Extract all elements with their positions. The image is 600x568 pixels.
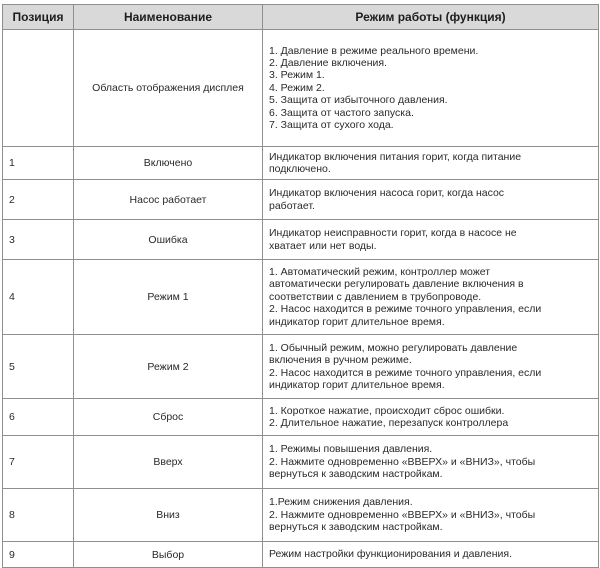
function-line: 5. Защита от избыточного давления.	[269, 94, 448, 107]
table-row	[3, 220, 599, 260]
cell-name: Вниз	[74, 489, 263, 542]
function-line: вернуться к заводским настройкам.	[269, 521, 443, 534]
cell-function	[263, 260, 599, 335]
function-line: 7. Защита от сухого хода.	[269, 119, 394, 132]
function-line: индикатор горит длительное время.	[269, 378, 445, 391]
table-row	[3, 180, 599, 220]
function-line: Индикатор неисправности горит, когда в насосе не	[269, 227, 517, 240]
function-line: 4. Режим 2.	[269, 81, 325, 94]
table-row	[3, 335, 599, 399]
function-line: соответствии с давлением в трубопроводе.	[269, 290, 482, 303]
cell-position: 1	[3, 147, 74, 180]
cell-name: Режим 2	[74, 335, 263, 399]
function-line: включения в ручном режиме.	[269, 354, 412, 367]
table-row	[3, 147, 599, 180]
cell-function	[263, 335, 599, 399]
cell-position	[3, 30, 74, 147]
cell-position: 4	[3, 260, 74, 335]
table-header-row	[3, 5, 599, 30]
function-line: вернуться к заводским настройкам.	[269, 468, 443, 481]
function-line: подключено.	[269, 163, 331, 175]
cell-position: 5	[3, 335, 74, 399]
cell-function	[263, 436, 599, 489]
cell-position: 8	[3, 489, 74, 542]
cell-function	[263, 147, 599, 180]
function-line: 1. Автоматический режим, контроллер может	[269, 265, 491, 278]
function-line: 6. Защита от частого запуска.	[269, 106, 414, 119]
cell-name: Выбор	[74, 542, 263, 568]
header-function: Режим работы (функция)	[263, 5, 599, 30]
table-row	[3, 30, 599, 147]
function-line: 1. Обычный режим, можно регулировать давление	[269, 341, 518, 354]
header-position: Позиция	[3, 5, 74, 30]
cell-name: Режим 1	[74, 260, 263, 335]
cell-name: Ошибка	[74, 220, 263, 260]
cell-position: 2	[3, 180, 74, 220]
function-line: 3. Режим 1.	[269, 69, 325, 82]
function-line: работает.	[269, 199, 315, 212]
cell-name: Сброс	[74, 399, 263, 436]
function-line: Режим настройки функционирования и давления.	[269, 548, 513, 561]
cell-function	[263, 180, 599, 220]
function-line: Индикатор включения насоса горит, когда насос	[269, 187, 505, 200]
function-line: 2. Нажмите одновременно «ВВЕРХ» и «ВНИЗ», чтобы	[269, 455, 536, 468]
function-line: 2. Насос находится в режиме точного управления, если	[269, 303, 542, 316]
cell-position: 6	[3, 399, 74, 436]
cell-function	[263, 30, 599, 147]
table-row	[3, 436, 599, 489]
cell-position: 3	[3, 220, 74, 260]
cell-name: Вверх	[74, 436, 263, 489]
function-line: 1. Давление в режиме реального времени.	[269, 44, 479, 57]
function-line: 2. Длительное нажатие, перезапуск контроллера	[269, 417, 509, 429]
cell-name: Насос работает	[74, 180, 263, 220]
table-row	[3, 260, 599, 335]
function-line: 1.Режим снижения давления.	[269, 496, 413, 509]
cell-function	[263, 220, 599, 260]
cell-position: 9	[3, 542, 74, 568]
function-line: 2. Давление включения.	[269, 56, 387, 69]
table-row	[3, 399, 599, 436]
cell-position: 7	[3, 436, 74, 489]
function-line: 1. Короткое нажатие, происходит сброс ошибки.	[269, 404, 505, 417]
function-table	[2, 4, 599, 568]
function-line: Индикатор включения питания горит, когда питание	[269, 150, 522, 163]
cell-name: Включено	[74, 147, 263, 180]
table-body	[3, 30, 599, 568]
function-line: 2. Насос находится в режиме точного управления, если	[269, 366, 542, 379]
function-line: 1. Режимы повышения давления.	[269, 443, 433, 456]
cell-function	[263, 399, 599, 436]
function-line: автоматически регулировать давление включения в	[269, 278, 524, 291]
header-name: Наименование	[74, 5, 263, 30]
function-line: 2. Нажмите одновременно «ВВЕРХ» и «ВНИЗ», чтобы	[269, 508, 536, 521]
cell-function	[263, 489, 599, 542]
function-line: хватает или нет воды.	[269, 239, 377, 252]
table-row	[3, 542, 599, 568]
document	[2, 4, 598, 568]
cell-name: Область отображения дисплея	[74, 30, 263, 147]
function-line: индикатор горит длительное время.	[269, 315, 445, 328]
table-row	[3, 489, 599, 542]
cell-function	[263, 542, 599, 568]
